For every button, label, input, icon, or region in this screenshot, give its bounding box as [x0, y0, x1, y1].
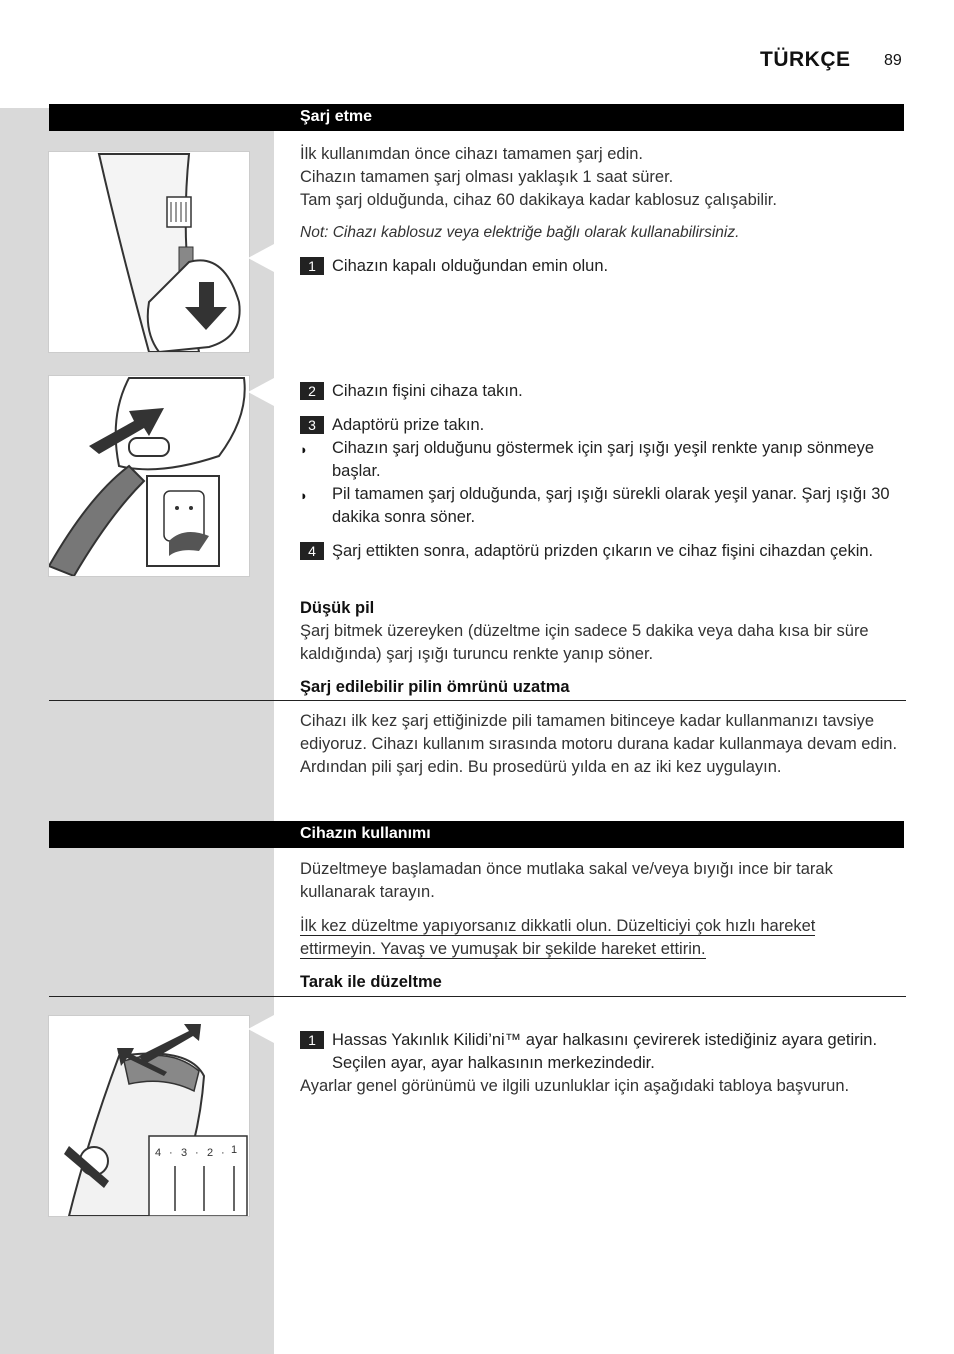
section-title-charging: Şarj etme: [300, 108, 373, 125]
comb-dial-illustration: [49, 1016, 249, 1216]
step-text: Hassas Yakınlık Kilidi’ni™ ayar halkasını çevirerek istediğiniz ayara getirin. Seçilen ayar, ayar halkasının merkezindedir.: [332, 1031, 878, 1072]
dial-label: 4: [155, 1147, 162, 1159]
step-number: 4: [300, 542, 324, 560]
step-number: 1: [300, 1031, 324, 1049]
section-bar-usage: [49, 821, 904, 848]
step-text: Cihazın kapalı olduğundan emin olun.: [332, 257, 609, 275]
dial-label: 3: [181, 1147, 188, 1159]
charging-note: Not: Cihazı kablosuz veya elektriğe bağlı olarak kullanabilirsiniz.: [300, 224, 740, 241]
dial-label: 1: [231, 1144, 238, 1156]
usage-intro: Düzeltmeye başlamadan önce mutlaka sakal ve/veya bıyığı ince bir tarak kullanarak tarayın.: [300, 860, 833, 901]
figure-plug-adapter: [48, 375, 250, 577]
plug-adapter-illustration: [49, 376, 249, 576]
usage-warning-line: İlk kez düzeltme yapıyorsanız dikkatli olun. Düzelticiyi çok hızlı hareket: [300, 917, 816, 935]
figure-trimmer-switch: [48, 151, 250, 353]
dial-dot: ·: [169, 1147, 173, 1159]
dial-dot: ·: [195, 1147, 199, 1159]
section-title-usage: Cihazın kullanımı: [300, 825, 431, 842]
dial-dot: ·: [221, 1147, 225, 1159]
step-text: Cihazın fişini cihaza takın.: [332, 382, 523, 400]
header-language: TÜRKÇE: [760, 48, 851, 71]
charging-intro: [300, 143, 900, 212]
figure-pointer: [248, 378, 274, 406]
comb-trim-title: Tarak ile düzeltme: [300, 973, 442, 991]
step-text: Şarj ettikten sonra, adaptörü prizden çıkarın ve cihaz fişini cihazdan çekin.: [332, 542, 874, 560]
charging-step-1: [300, 255, 900, 278]
low-battery-title: Düşük pil: [300, 599, 375, 617]
page-number: 89: [884, 52, 902, 69]
charging-intro-line: İlk kullanımdan önce cihazı tamamen şarj edin.: [300, 145, 644, 163]
comb-step-1: [300, 1029, 900, 1075]
comb-after-text: Ayarlar genel görünümü ve ilgili uzunluklar için aşağıdaki tabloya başvurun.: [300, 1077, 850, 1095]
bullet-icon: ◗: [300, 442, 308, 457]
battery-life-title: Şarj edilebilir pilin ömrünü uzatma: [300, 678, 570, 696]
dial-label: 2: [207, 1147, 214, 1159]
charging-step-3: [300, 414, 900, 437]
section-bar-charging: [49, 104, 904, 131]
usage-warning-line: ettirmeyin. Yavaş ve yumuşak bir şekilde hareket ettirin.: [300, 940, 706, 958]
figure-comb-dial: [48, 1015, 250, 1217]
bullet-text: Pil tamamen şarj olduğunda, şarj ışığı sürekli olarak yeşil yanar. Şarj ışığı 30 dakika sonra söner.: [332, 485, 890, 526]
charging-step-2: [300, 380, 900, 403]
step-number: 3: [300, 416, 324, 434]
figure-pointer: [248, 244, 274, 272]
trimmer-switch-illustration: [49, 152, 249, 352]
usage-warning: [300, 915, 900, 961]
top-margin: [0, 0, 274, 108]
figure-pointer: [248, 1015, 274, 1043]
charging-intro-line: Cihazın tamamen şarj olması yaklaşık 1 saat sürer.: [300, 168, 674, 186]
step-text: Adaptörü prize takın.: [332, 416, 485, 434]
divider: [49, 996, 906, 997]
charging-bullet-1: [300, 437, 900, 483]
step-number: 2: [300, 382, 324, 400]
charging-bullet-2: [300, 483, 900, 529]
bullet-icon: ◗: [300, 488, 308, 503]
bullet-text: Cihazın şarj olduğunu göstermek için şarj ışığı yeşil renkte yanıp sönmeye başlar.: [332, 439, 875, 480]
charging-intro-line: Tam şarj olduğunda, cihaz 60 dakikaya kadar kablosuz çalışabilir.: [300, 191, 777, 209]
step-number: 1: [300, 257, 324, 275]
low-battery-text: Şarj bitmek üzereyken (düzeltme için sadece 5 dakika veya daha kısa bir süre kaldığında) şarj ışığı turuncu renkte yanıp söner.: [300, 622, 869, 663]
charging-step-4: [300, 540, 900, 563]
divider: [49, 700, 906, 701]
battery-life-text: Cihazı ilk kez şarj ettiğinizde pili tamamen bitinceye kadar kullanmanızı tavsiye ediyoruz. Cihazı kullanım sırasında motoru durana kadar kullanmaya devam edin. Ardından pili şarj edin. Bu prosedürü yılda en az iki kez uygulayın.: [300, 712, 898, 776]
